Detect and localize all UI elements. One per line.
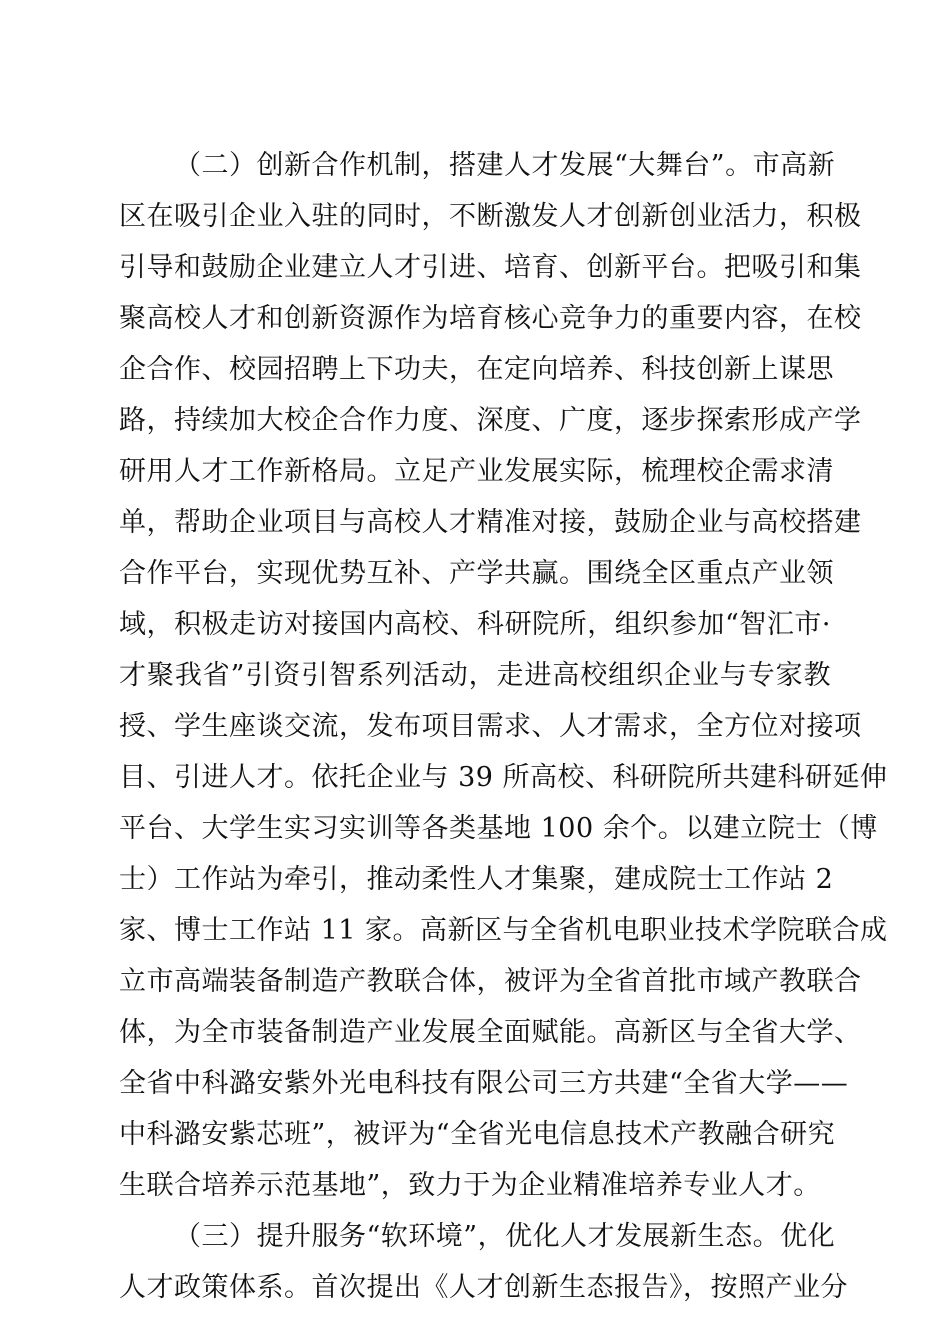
paragraph-2-line-11: 才聚我省”引资引智系列活动，走进高校组织企业与专家教 (119, 660, 831, 691)
paragraph-3-line-2: 人才政策体系。首次提出《人才创新生态报告》，按照产业分 (119, 1272, 848, 1303)
paragraph-2-line-1: （二）创新合作机制，搭建人才发展“大舞台”。市高新 (174, 150, 836, 181)
paragraph-2-line-6: 路，持续加大校企合作力度、深度、广度，逐步探索形成产学 (119, 405, 862, 436)
paragraph-2-line-16: 家、博士工作站 11 家。高新区与全省机电职业技术学院联合成 (119, 915, 888, 946)
paragraph-2-line-8: 单，帮助企业项目与高校人才精准对接，鼓励企业与高校搭建 (119, 507, 862, 538)
paragraph-2-line-7: 研用人才工作新格局。立足产业发展实际，梳理校企需求清 (119, 456, 834, 487)
paragraph-3-line-1: （三）提升服务“软环境”，优化人才发展新生态。优化 (174, 1221, 836, 1252)
paragraph-2-line-14: 平台、大学生实习实训等各类基地 100 余个。以建立院士（博 (119, 813, 878, 844)
paragraph-2-line-15: 士）工作站为牵引，推动柔性人才集聚，建成院士工作站 2 (119, 864, 834, 895)
paragraph-2-line-5: 企合作、校园招聘上下功夫，在定向培养、科技创新上谋思 (119, 354, 834, 385)
paragraph-2-line-4: 聚高校人才和创新资源作为培育核心竞争力的重要内容，在校 (119, 303, 862, 334)
body-text (119, 140, 888, 1313)
paragraph-2-line-20: 中科潞安紫芯班”，被评为“全省光电信息技术产教融合研究 (119, 1119, 836, 1150)
paragraph-2-line-3: 引导和鼓励企业建立人才引进、培育、创新平台。把吸引和集 (119, 252, 862, 283)
paragraph-2-line-9: 合作平台，实现优势互补、产学共赢。围绕全区重点产业领 (119, 558, 834, 589)
paragraph-2-line-17: 立市高端装备制造产教联合体，被评为全省首批市域产教联合 (119, 966, 862, 997)
paragraph-2-line-10: 域，积极走访对接国内高校、科研院所，组织参加“智汇市· (119, 609, 831, 640)
paragraph-2-line-13: 目、引进人才。依托企业与 39 所高校、科研院所共建科研延伸 (119, 762, 888, 793)
paragraph-2-line-18: 体，为全市装备制造产业发展全面赋能。高新区与全省大学、 (119, 1017, 862, 1048)
paragraph-2-line-2: 区在吸引企业入驻的同时，不断激发人才创新创业活力，积极 (119, 201, 862, 232)
paragraph-2-line-12: 授、学生座谈交流，发布项目需求、人才需求，全方位对接项 (119, 711, 862, 742)
paragraph-2-line-19: 全省中科潞安紫外光电科技有限公司三方共建“全省大学—— (119, 1068, 849, 1099)
paragraph-2-line-21: 生联合培养示范基地”，致力于为企业精准培养专业人才。 (119, 1170, 821, 1201)
